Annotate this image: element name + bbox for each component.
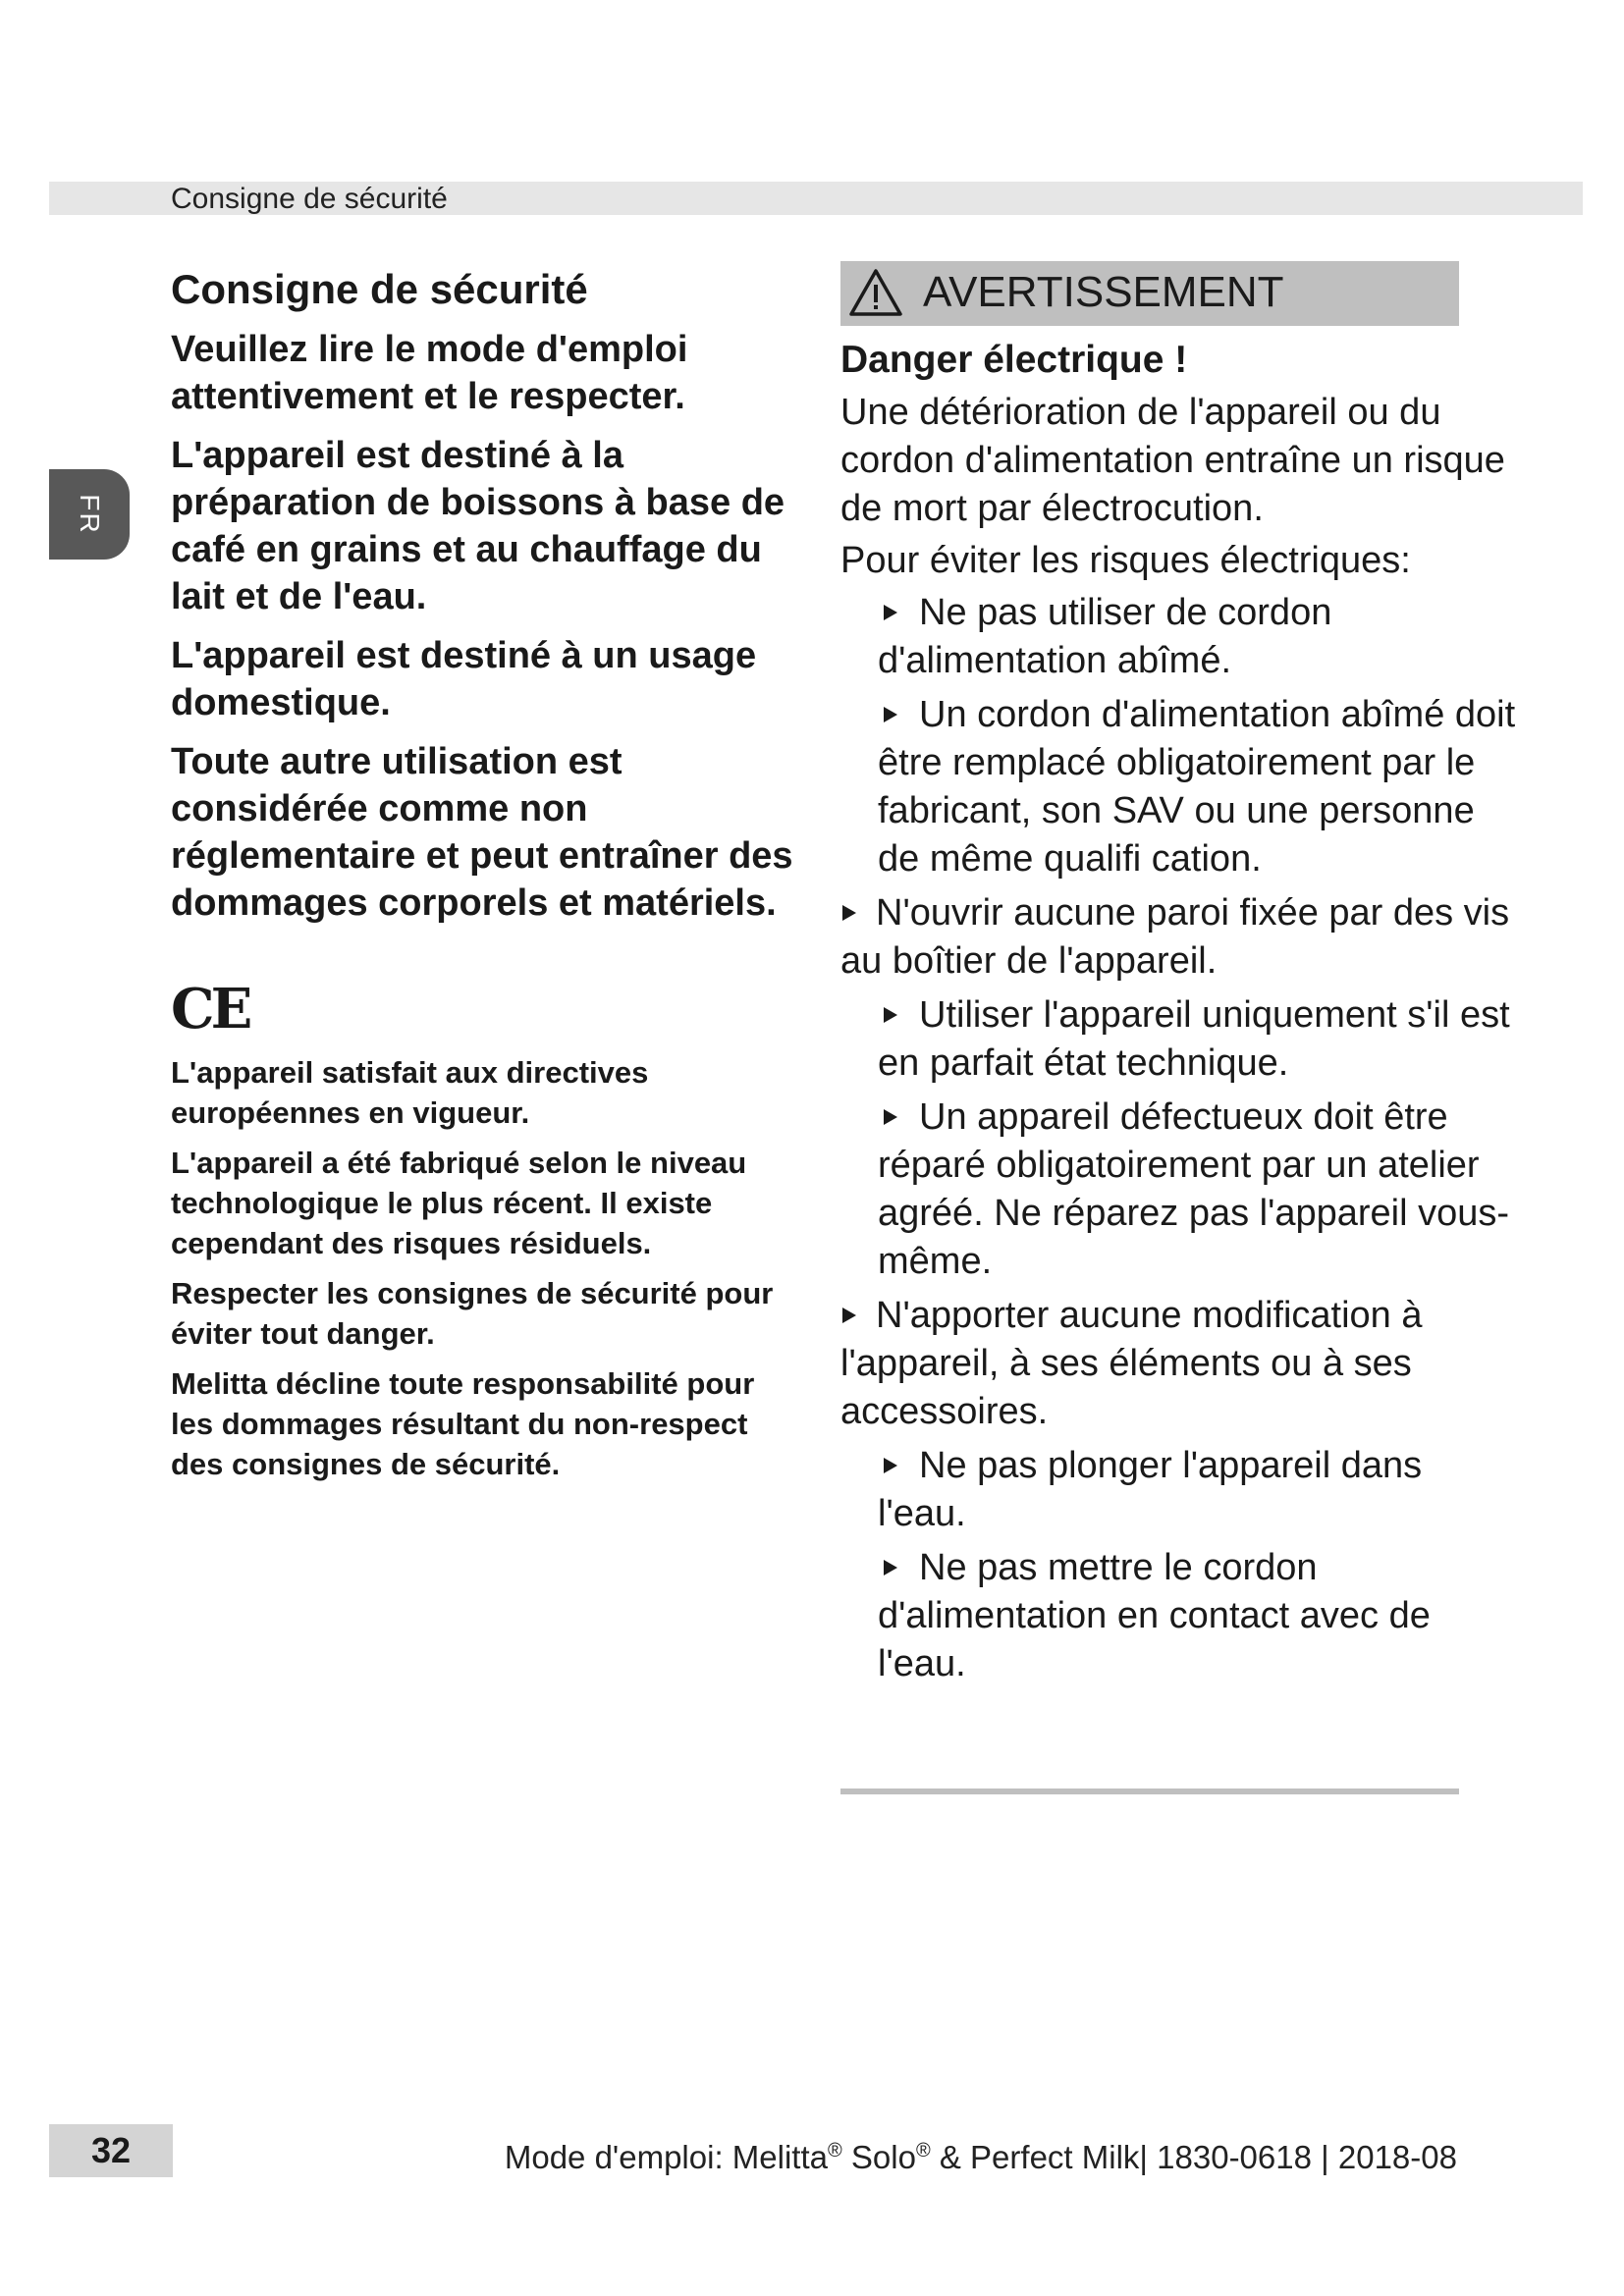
list-item: N'ouvrir aucune paroi fixée par des vis au boîtier de l'appareil. [840,892,1510,982]
warning-end-rule [840,1789,1459,1794]
bullet-arrow-icon [842,1308,856,1323]
compliance-paragraph: L'appareil satisfait aux directives européennes en vigueur. [171,1055,649,1130]
bullet-arrow-icon [884,707,897,722]
compliance-paragraph: Melitta décline toute responsabilité pour les dommages résultant du non-respect des consignes de sécurité. [171,1366,755,1481]
danger-lead-in: Pour éviter les risques électriques: [840,540,1411,581]
warning-triangle-icon [848,267,903,318]
language-tab-label: FR [75,494,105,535]
list-item: Ne pas plonger l'appareil dans l'eau. [878,1445,1423,1534]
running-header: Consigne de sécurité [171,183,448,215]
language-tab [49,469,130,560]
right-column [840,332,1518,1694]
list-item: Un cordon d'alimentation abîmé doit être remplacé obligatoirement par le fabricant, son SAV ou une personne de même qualifi cation. [878,694,1516,880]
compliance-paragraph: Respecter les consignes de sécurité pour éviter tout danger. [171,1276,774,1351]
list-item: Utiliser l'appareil uniquement s'il est en parfait état technique. [878,994,1510,1084]
compliance-paragraph: L'appareil a été fabriqué selon le niveau technologique le plus récent. Il existe cependant des risques résiduels. [171,1146,747,1260]
lead-paragraph: L'appareil est destiné à la préparation de boissons à base de café en grains et au chauffage du lait et de l'eau. [171,435,785,617]
list-item: Ne pas mettre le cordon d'alimentation en contact avec de l'eau. [878,1547,1431,1684]
list-item: Ne pas utiliser de cordon d'alimentation abîmé. [878,592,1332,681]
page-number: 32 [90,2130,132,2170]
page-number-box [49,2124,173,2177]
bullet-arrow-icon [884,1007,897,1023]
lead-paragraph: L'appareil est destiné à un usage domestique. [171,635,757,723]
bullet-arrow-icon [884,1109,897,1125]
list-item: Un appareil défectueux doit être réparé obligatoirement par un atelier agréé. Ne réparez pas l'appareil vous-même. [878,1096,1510,1282]
bullet-arrow-icon [842,905,856,921]
bullet-arrow-icon [884,605,897,620]
warning-title: AVERTISSEMENT [923,268,1284,316]
lead-paragraph: Veuillez lire le mode d'emploi attentivement et le respecter. [171,329,688,417]
list-item: N'apporter aucune modification à l'appareil, à ses éléments ou à ses accessoires. [840,1295,1423,1432]
danger-heading: Danger électrique ! [840,339,1188,381]
bullet-arrow-icon [884,1560,897,1575]
footer-text: Mode d'emploi: Melitta® Solo® & Perfect Milk| 1830-0618 | 2018-08 [504,2139,1457,2175]
left-column [171,263,799,1494]
ce-mark-logo: CE [171,977,249,1041]
page-title: Consigne de sécurité [171,266,588,312]
danger-intro: Une détérioration de l'appareil ou du cordon d'alimentation entraîne un risque de mort par électrocution. [840,392,1505,529]
warning-header [840,261,1459,326]
lead-paragraph: Toute autre utilisation est considérée comme non réglementaire et peut entraîner des dommages corporels et matériels. [171,741,793,924]
bullet-arrow-icon [884,1458,897,1473]
